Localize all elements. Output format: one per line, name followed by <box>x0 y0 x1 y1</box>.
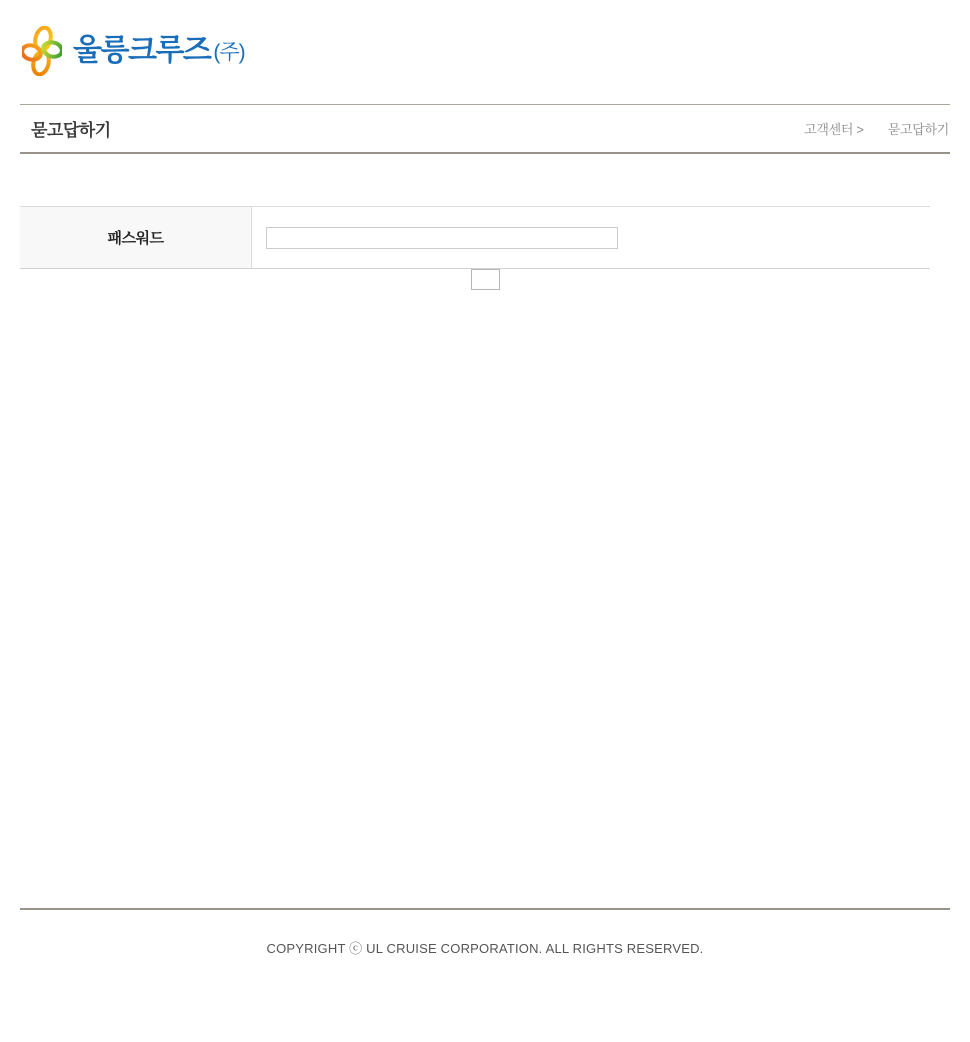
logo[interactable] <box>22 26 245 76</box>
password-label: 패스워드 <box>20 207 252 268</box>
password-cell <box>252 207 930 268</box>
footer-divider <box>20 908 950 910</box>
password-input[interactable] <box>266 227 618 249</box>
password-table <box>20 206 930 269</box>
page-title: 묻고답하기 <box>31 121 111 140</box>
logo-text: 울릉크루즈 <box>73 34 211 67</box>
title-divider <box>20 152 950 154</box>
breadcrumb-current: 묻고답하기 <box>887 122 949 137</box>
breadcrumb-parent[interactable]: 고객센터 > <box>804 122 864 137</box>
logo-flower-icon <box>22 26 62 76</box>
breadcrumb <box>804 119 950 138</box>
submit-button[interactable] <box>471 269 500 290</box>
copyright-text: COPYRIGHT ⓒ UL CRUISE CORPORATION. ALL RIGHTS RESERVED. <box>266 941 704 956</box>
title-bar <box>20 105 950 152</box>
logo-suffix: (주) <box>213 40 245 64</box>
